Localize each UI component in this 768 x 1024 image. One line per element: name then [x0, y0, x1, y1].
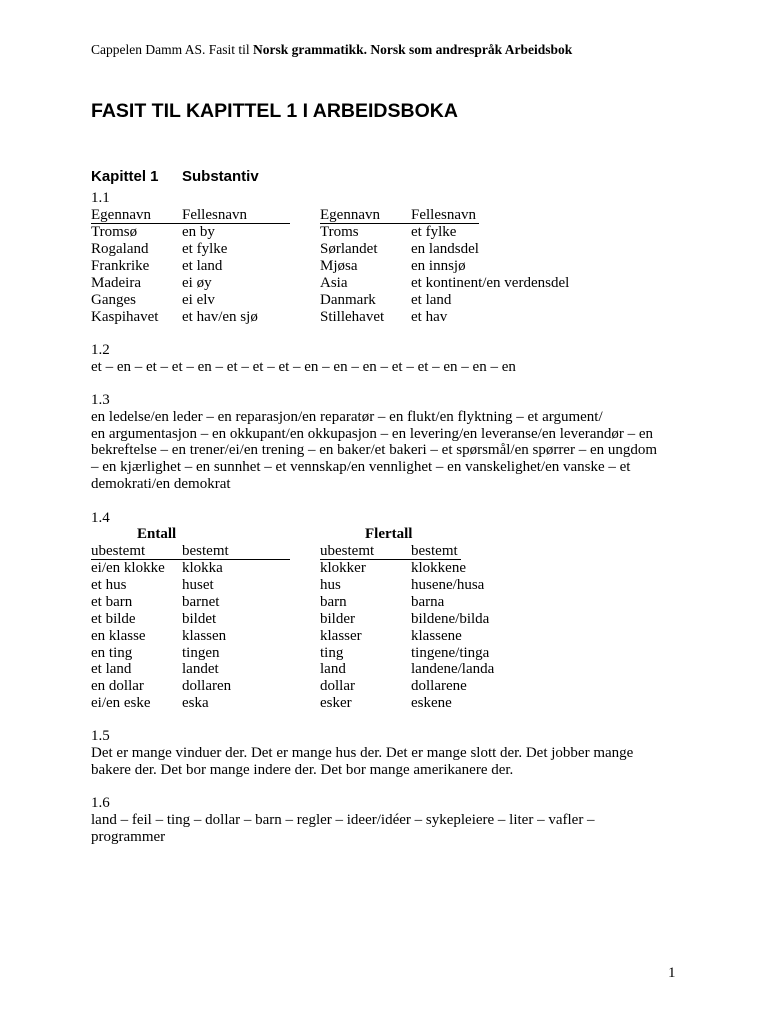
table-cell: landene/landa [411, 661, 495, 678]
table-cell: Madeira [91, 274, 141, 291]
table-cell: et fylke [182, 240, 228, 257]
answer-line: programmer [91, 829, 166, 845]
chapter-name: Substantiv [182, 168, 259, 185]
table-cell: huset [182, 576, 214, 593]
table-cell: barna [411, 593, 445, 610]
table-cell: bildene/bilda [411, 610, 490, 627]
table-cell: Kaspihavet [91, 308, 159, 325]
column-header: Egennavn [320, 207, 380, 223]
table-cell: klasser [320, 627, 362, 644]
table-cell: et hav [411, 308, 448, 325]
column-header: ubestemt [91, 543, 146, 559]
table-cell: et hus [91, 576, 127, 593]
header-book-title: Norsk grammatikk. Norsk som andrespråk Arbeidsbok [253, 42, 573, 57]
table-cell: Stillehavet [320, 308, 385, 325]
table-cell: Frankrike [91, 257, 150, 274]
table-cell: dollarene [411, 678, 467, 695]
answer-line: – en kjærlighet – en sunnhet – et vennskap/en vennlighet – en vanskelighet/en vanske – et [91, 459, 631, 475]
table-cell: land [320, 661, 346, 678]
table-cell: en dollar [91, 678, 144, 695]
table-cell: klassen [182, 627, 227, 644]
table-cell: klassene [411, 627, 462, 644]
table-cell: et kontinent/en verdensdel [411, 274, 570, 291]
table-cell: bilder [320, 610, 355, 627]
table-cell: bildet [182, 610, 217, 627]
column-header: bestemt [182, 543, 229, 559]
table-cell: dollar [320, 678, 355, 695]
table-cell: Troms [320, 224, 359, 240]
table-cell: tingene/tinga [411, 644, 490, 661]
table-cell: hus [320, 576, 341, 593]
chapter-heading [91, 168, 259, 185]
table-cell: Rogaland [91, 240, 149, 257]
exercise-number: 1.4 [91, 510, 110, 526]
column-header: Fellesnavn [182, 207, 247, 223]
page-number: 1 [668, 965, 676, 981]
table-cell: et land [91, 661, 132, 678]
table-cell: dollaren [182, 678, 232, 695]
table-cell: ting [320, 644, 344, 661]
column-header: Egennavn [91, 207, 151, 223]
page-title: FASIT TIL KAPITTEL 1 I ARBEIDSBOKA [91, 100, 458, 122]
table-cell: Asia [320, 274, 348, 291]
table-cell: husene/husa [411, 576, 485, 593]
column-header: ubestemt [320, 543, 375, 559]
table-cell: et land [411, 291, 452, 308]
answer-line: Det er mange vinduer der. Det er mange hus der. Det er mange slott der. Det jobber mange [91, 745, 634, 761]
table-cell: Danmark [320, 291, 376, 308]
table-cell: eskene [411, 695, 452, 712]
answer-line: en argumentasjon – en okkupant/en okkupasjon – en levering/en leveranse/en leverandør – en [91, 426, 654, 442]
chapter-number: Kapittel 1 [91, 168, 159, 185]
table-cell: esker [320, 695, 352, 712]
answer-line: en ledelse/en leder – en reparasjon/en reparatør – en flukt/en flyktning – et argument/ [91, 409, 603, 425]
table-cell: et hav/en sjø [182, 308, 258, 325]
table-cell: barnet [182, 593, 220, 610]
exercise-number: 1.6 [91, 795, 110, 811]
answer-line: demokrati/en demokrat [91, 476, 231, 492]
table-cell: Tromsø [91, 224, 138, 240]
table-cell: et bilde [91, 610, 136, 627]
table-cell: tingen [182, 644, 220, 661]
table-cell: Sørlandet [320, 240, 378, 257]
table-cell: en innsjø [411, 257, 466, 274]
answer-line: bekreftelse – en trener/ei/en trening – en baker/et bakeri – et spørsmål/en spørrer – en ungdom [91, 442, 658, 458]
table-cell: en klasse [91, 627, 146, 644]
table-cell: et barn [91, 593, 133, 610]
exercise-number: 1.1 [91, 190, 110, 206]
table-cell: landet [182, 661, 219, 678]
exercise-number: 1.2 [91, 342, 110, 358]
exercise-number: 1.3 [91, 392, 110, 408]
header-prefix: Cappelen Damm AS. Fasit til [91, 42, 253, 57]
table-cell: klokka [182, 560, 223, 576]
table-cell: et land [182, 257, 223, 274]
table-cell: ei øy [182, 274, 212, 291]
exercise-1-2-answer: et – en – et – et – en – et – et – et – en – en – en – et – et – en – en – en [91, 359, 516, 375]
table-cell: eska [182, 695, 209, 712]
column-header: Fellesnavn [411, 207, 476, 223]
answer-line: bakere der. Det bor mange indere der. Det bor mange amerikanere der. [91, 762, 514, 778]
table-cell: klokkene [411, 560, 466, 576]
table-cell: Mjøsa [320, 257, 358, 274]
table-cell: en landsdel [411, 240, 479, 257]
exercise-number: 1.5 [91, 728, 110, 744]
table-cell: ei elv [182, 291, 215, 308]
table-cell: en ting [91, 644, 133, 661]
table-cell: ei/en eske [91, 695, 151, 712]
table-cell: barn [320, 593, 347, 610]
table-cell: Ganges [91, 291, 136, 308]
table-cell: et fylke [411, 224, 457, 240]
running-header [91, 41, 572, 58]
table-cell: klokker [320, 560, 366, 576]
group-plural: Flertall [365, 526, 413, 542]
group-singular: Entall [137, 526, 177, 542]
table-cell: ei/en klokke [91, 560, 165, 576]
answer-line: land – feil – ting – dollar – barn – regler – ideer/idéer – sykepleiere – liter – vafler – [91, 812, 595, 828]
table-cell: en by [182, 224, 215, 240]
column-header: bestemt [411, 543, 458, 559]
